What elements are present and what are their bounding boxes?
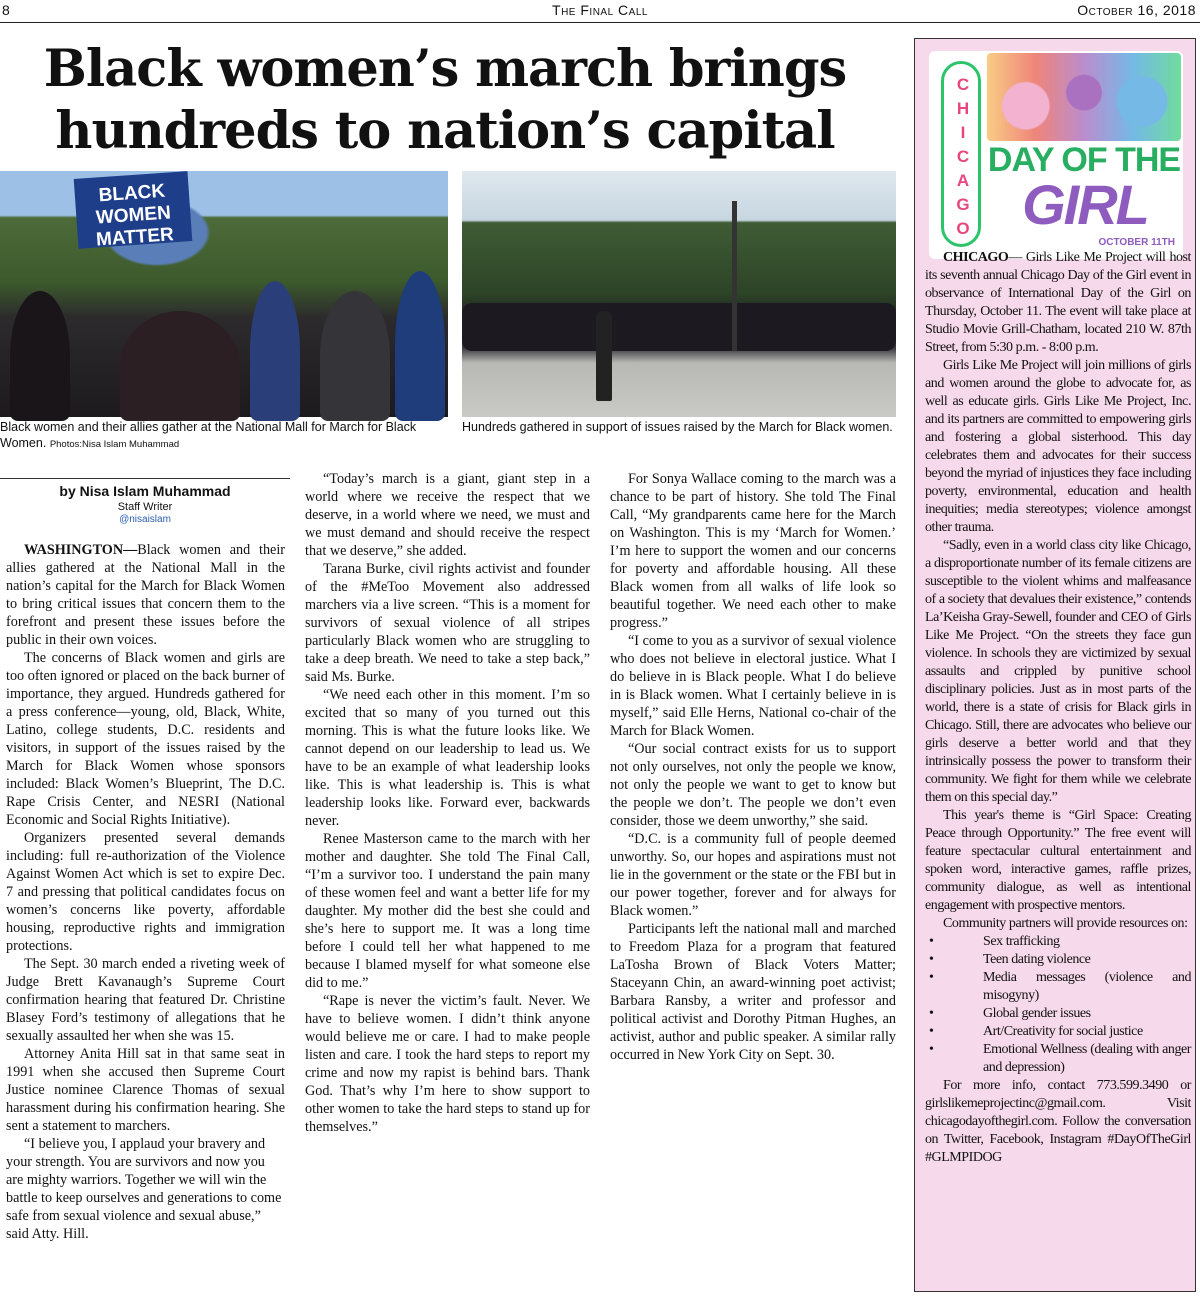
paragraph-text: — Girls Like Me Project will host its seventh annual Chicago Day of the Girl event in observance of International Day of the Girl on Thursday, October 11. The event will take place at Studio Movie Grill-Chatham, located 210 W. 87th Street, from 5:30 p.m. - 8:00 p.m.: [925, 250, 1191, 355]
list-item: [925, 1041, 1191, 1077]
article-paragraph: “We need each other in this moment. I’m so excited that so many of you turned out this morning. This is what the future looks like. We cannot depend on our leadership to lead us. We have to be an example of what leadership looks like. This is what leadership is. This is what leadership looks like. Forward ever, backwards never.: [305, 687, 590, 829]
marcher-figure: [10, 291, 70, 421]
sidebar-paragraph: For more info, contact 773.599.3490 or girlslikemeprojectinc@gmail.com. Visit chicagodayofthegirl.com. Follow the conversation on Twitter, Facebook, Instagram #DayOfTheGirl #GLMPIDOG: [925, 1078, 1191, 1165]
author-role: Staff Writer: [117, 501, 173, 513]
logo-letter: I: [960, 123, 966, 142]
logo-letter: O: [956, 219, 970, 238]
article-paragraph: “Rape is never the victim’s fault. Never. We have to believe women. I didn’t think anyone would believe me or care. I had to make people listen and care. I took the hard steps to report my crime and now my rapist is behind bars. Thank God. That’s why I’m here to show support to other women to take the hard steps to stand up for themselves.”: [305, 993, 590, 1135]
article-paragraph: Attorney Anita Hill sat in that same seat in 1991 when she accused then Supreme Court Justice nominee Clarence Thomas of sexual harassment during his confirmation hearing. She sent a statement to marchers.: [6, 1046, 285, 1134]
protest-sign: [74, 171, 193, 249]
list-item: [925, 1005, 1191, 1023]
paragraph-text: Black women and their allies gathered at the National Mall in the nation’s capital for the March for Black Women to bring critical issues that concern them to the forefront and present these issues before the public in their own voices.: [6, 542, 285, 648]
article-column-2: [305, 470, 590, 1136]
logo-letter: A: [956, 171, 970, 190]
article-paragraph: “D.C. is a community full of people deemed unworthy. So, our hopes and aspirations must not lie in the government or the state or the FBI but in our power together, forever and for always for Black women.”: [610, 831, 896, 919]
list-item: [925, 969, 1191, 1005]
crowd-band: [462, 303, 896, 351]
bullet: •: [929, 1024, 934, 1039]
logo-letter: G: [956, 195, 970, 214]
marcher-figure: [120, 311, 240, 421]
list-item: [925, 951, 1191, 969]
logo-day-of-the: DAY OF THE: [987, 141, 1181, 179]
publication-name: The Final Call: [552, 2, 648, 18]
protest-sign-text: BLACK WOMEN MATTER: [95, 180, 175, 251]
sidebar-paragraph: “Sadly, even in a world class city like Chicago, a disproportionate number of its female citizens are susceptible to the violent whims and malfeasance of a society that devalues their existence,” contends La’Keisha Gray-Sewell, founder and CEO of Girls Like Me Project. “On the streets they face gun violence. In schools they are victimized by sexual assaults and crippled by punitive school disciplinary policies. Just as in most parts of the world, there is a state of crisis for Black girls in Chicago. Still, there are advocates who believe our girls deserve a better world and that they intrinsically possess the power to transform their community. We fight for them while we celebrate them on this special day.”: [925, 538, 1191, 805]
logo-girl: GIRL: [1022, 173, 1148, 236]
street-lamp: [732, 201, 737, 351]
logo-artwork: [987, 53, 1181, 141]
sidebar-dateline: CHICAGO: [943, 250, 1009, 265]
headline-line-1: Black women’s march brings: [43, 39, 847, 99]
list-item-text: Emotional Wellness (dealing with anger and depression): [983, 1042, 1191, 1075]
article-paragraph: The Sept. 30 march ended a riveting week of Judge Brett Kavanaugh’s Supreme Court confirmation hearing that featured Dr. Christine Blasey Ford’s testimony of allegations that he sexually assaulted her when she was 15.: [6, 956, 285, 1044]
logo-letter: H: [956, 99, 970, 118]
photo-crowd-street: [462, 171, 896, 417]
article-paragraph: Organizers presented several demands including: full re-authorization of the Violence Against Women Act which is set to expire Dec. 7 and pressing that political candidates focus on women’s concerns like poverty, affordable housing, reproductive rights and immigration protections.: [6, 830, 285, 954]
article-column-1: [6, 541, 285, 1291]
list-item-text: Sex trafficking: [983, 934, 1060, 949]
article-paragraph: Participants left the national mall and marched to Freedom Plaza for a program that featured LaTosha Brown of Black Voters Matter; Staceyann Chin, an award-winning poet activist; Barbara Ransby, a writer and professor and political activist and Dorothy Pitman Hughes, an activist, author and public speaker. A similar rally occurred in New York City on Sept. 30.: [610, 921, 896, 1063]
byline: [0, 478, 290, 526]
photo-credit: Photos:Nisa Islam Muhammad: [49, 438, 180, 450]
marcher-figure: [395, 271, 445, 421]
article-paragraph: “I come to you as a survivor of sexual violence who does not believe in electoral justice. What I do believe in is Black people. What I do believe in is Black women. What I certainly believe in is myself,” said Elle Herns, National co-chair of the March for Black Women.: [610, 633, 896, 739]
list-item-text: Media messages (violence and misogyny): [983, 970, 1191, 1003]
article-paragraph: Renee Masterson came to the march with her mother and daughter. She told The Final Call, “I’m a survivor too. I understand the pain many of these women feel and want a better life for my daughter. My mother did the best she could and she’s here to support me. It was a long time before I could tell her what happened to me because I blamed myself for what someone else did to me.”: [305, 831, 590, 991]
logo-letter: C: [956, 147, 970, 166]
marcher-figure: [250, 281, 300, 421]
logo-date: OCTOBER 11TH: [1098, 237, 1175, 248]
photo1-caption-text: Black women and their allies gather at the National Mall for March for Black Women.: [0, 420, 417, 450]
photo1-caption: [0, 420, 448, 452]
article-column-3: [610, 470, 896, 1064]
bullet: •: [929, 952, 934, 967]
photo2-caption-text: Hundreds gathered in support of issues raised by the March for Black women.: [462, 420, 893, 434]
page-header: [0, 0, 1200, 23]
sidebar-paragraph: This year's theme is “Girl Space: Creating Peace through Opportunity.” The free event will feature spectacular cultural entertainment and spoken word, interactive games, raffle prizes, community dialogue, as well as intentional engagement with prospective mentors.: [925, 808, 1191, 913]
bullet: •: [929, 1006, 934, 1021]
sidebar-paragraph: [925, 249, 1191, 357]
headline: [0, 38, 890, 162]
article-paragraph: The concerns of Black women and girls are too often ignored or placed on the back burner of importance, they argued. Hundreds gathered for a press conference—young, old, Black, White, Latino, college students, D.C. residents and visitors, in support of the issues raised by the March for Black Women whose sponsors included: Black Women’s Blueprint, The D.C. Rape Crisis Center, and NESRI (National Economic and Social Rights Initiative).: [6, 650, 285, 828]
bullet: •: [929, 934, 934, 949]
list-item: [925, 1023, 1191, 1041]
bullet: •: [929, 1042, 934, 1057]
bullet: •: [929, 970, 934, 985]
author-name: by Nisa Islam Muhammad: [59, 483, 231, 499]
article-paragraph: “I believe you, I applaud your bravery and your strength. You are survivors and now you are mighty warriors. Together we will win the battle to keep ourselves and generations to come safe from sexual violence and sexual abuse,” said Atty. Hill.: [6, 1136, 282, 1242]
photo-march-national-mall: [0, 171, 448, 417]
day-of-the-girl-logo: [929, 51, 1183, 259]
list-item-text: Global gender issues: [983, 1006, 1091, 1021]
list-item: [925, 933, 1191, 951]
sidebar-day-of-the-girl: [914, 38, 1196, 1292]
police-officer: [596, 311, 612, 401]
issue-date: October 16, 2018: [1077, 2, 1196, 18]
article-dateline: WASHINGTON—: [24, 542, 138, 558]
sidebar-paragraph: Community partners will provide resources on:: [943, 916, 1188, 931]
headline-line-2: hundreds to nation’s capital: [55, 101, 835, 161]
page-number: 8: [2, 2, 10, 18]
sidebar-paragraph: Girls Like Me Project will join millions of girls and women around the globe to advocate for, as well as educate girls. Girls Like Me Project, Inc. and its partners are committed to empowering girls and fostering a global sisterhood. This day celebrates them and advocates for their success beyond the myriad of injustices they face including poverty, environmental, education and health inequities; media stereotypes; violence amongst other trauma.: [925, 358, 1191, 535]
list-item-text: Teen dating violence: [983, 952, 1091, 967]
list-item-text: Art/Creativity for social justice: [983, 1024, 1143, 1039]
marcher-figure: [320, 291, 390, 421]
photo2-caption: [462, 420, 896, 436]
article-paragraph: For Sonya Wallace coming to the march was a chance to be part of history. She told The Final Call, “My grandparents came here for the March on Washington. This is my ‘March for Women.’ I’m here to support the women and our concerns for poverty and affordable housing. All these Black women from all walks of life look so beautiful together. We need each other to make progress.”: [610, 471, 896, 631]
article-paragraph: “Our social contract exists for us to support not only ourselves, not only the people we know, not only the people we want to get to know but the people we don’t. The people we don’t even consider, those we deem unworthy,” she said.: [610, 741, 896, 829]
logo-letter: C: [956, 75, 970, 94]
article-paragraph: Tarana Burke, civil rights activist and founder of the #MeToo Movement also addressed marchers via a live screen. “This is a moment for survivors of sexual violence of all stripes particularly Black women who are struggling to take a deep breath. We need to take a step back,” said Ms. Burke.: [305, 561, 590, 685]
article-paragraph: [6, 541, 285, 649]
resource-list: [925, 933, 1191, 1077]
article-paragraph: “Today’s march is a giant, giant step in a world where we receive the respect that we deserve, in a world where we need, we must and we must demand and should receive the respect that we deserve,” she added.: [305, 471, 590, 559]
author-handle[interactable]: @nisaislam: [119, 514, 171, 525]
sidebar-body: [925, 249, 1191, 1167]
